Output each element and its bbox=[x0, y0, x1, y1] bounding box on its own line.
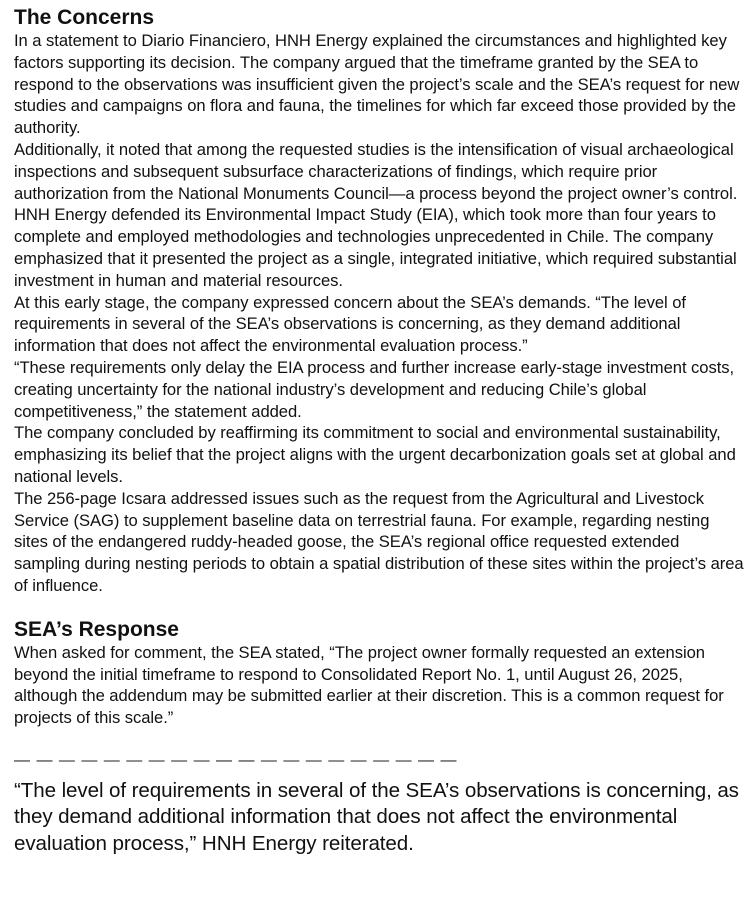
section-sea-response bbox=[14, 618, 744, 729]
section-heading-concerns: The Concerns bbox=[14, 6, 155, 29]
section-heading-sea-response: SEA’s Response bbox=[14, 617, 179, 641]
paragraph: Additionally, it noted that among the requested studies is the intensification of visual archaeological inspections and subsequent subsurface characterizations of findings, which require prior authorization from the National Monuments Council—a process beyond the project owner’s control. bbox=[14, 139, 738, 203]
paragraph: When asked for comment, the SEA stated, “The project owner formally requested an extension beyond the initial timeframe to respond to Consolidated Report No. 1, until August 26, 2025, although the addendum may be submitted earlier at their discretion. This is a common request for projects of this scale.” bbox=[14, 642, 724, 728]
pull-quote: “The level of requirements in several of the SEA’s observations is concerning, as they demand additional information that does not affect the environmental evaluation process,” HNH Energy reiterated. bbox=[14, 778, 739, 855]
article bbox=[14, 6, 744, 878]
paragraph: The 256-page Icsara addressed issues such as the request from the Agricultural and Livestock Service (SAG) to supplement baseline data on terrestrial fauna. For example, regarding nesting sites of the endangered ruddy-headed goose, the SEA’s regional office requested extended sampling during nesting periods to obtain a spatial distribution of these sites within the project’s area of influence. bbox=[14, 488, 744, 595]
paragraph: At this early stage, the company expressed concern about the SEA’s demands. “The level of requirements in several of the SEA’s observations is concerning, as they demand additional information that does not affect the environmental evaluation process.” bbox=[14, 292, 686, 356]
paragraph: “These requirements only delay the EIA process and further increase early-stage investment costs, creating uncertainty for the national industry’s development and reducing Chile’s global competitiveness,” the statement added. bbox=[14, 357, 735, 421]
paragraph: The company concluded by reaffirming its commitment to social and environmental sustainability, emphasizing its belief that the project aligns with the urgent decarbonization goals set at global and national levels. bbox=[14, 423, 736, 486]
paragraph: In a statement to Diario Financiero, HNH Energy explained the circumstances and highlighted key factors supporting its decision. The company argued that the timeframe granted by the SEA to respond to the observations was insufficient given the project’s scale and the SEA’s request for new studies and campaigns on flora and fauna, the timelines for which far exceed those provided by the authority. bbox=[14, 31, 740, 138]
section-concerns bbox=[14, 6, 744, 597]
dashed-divider: — — — — — — — — — — — — — — — — — — — — bbox=[14, 751, 458, 769]
paragraph: HNH Energy defended its Environmental Impact Study (EIA), which took more than four years to complete and employed methodologies and technologies unprecedented in Chile. The company emphasized that it presented the project as a single, integrated initiative, which required substantial investment in human and material resources. bbox=[14, 205, 737, 290]
